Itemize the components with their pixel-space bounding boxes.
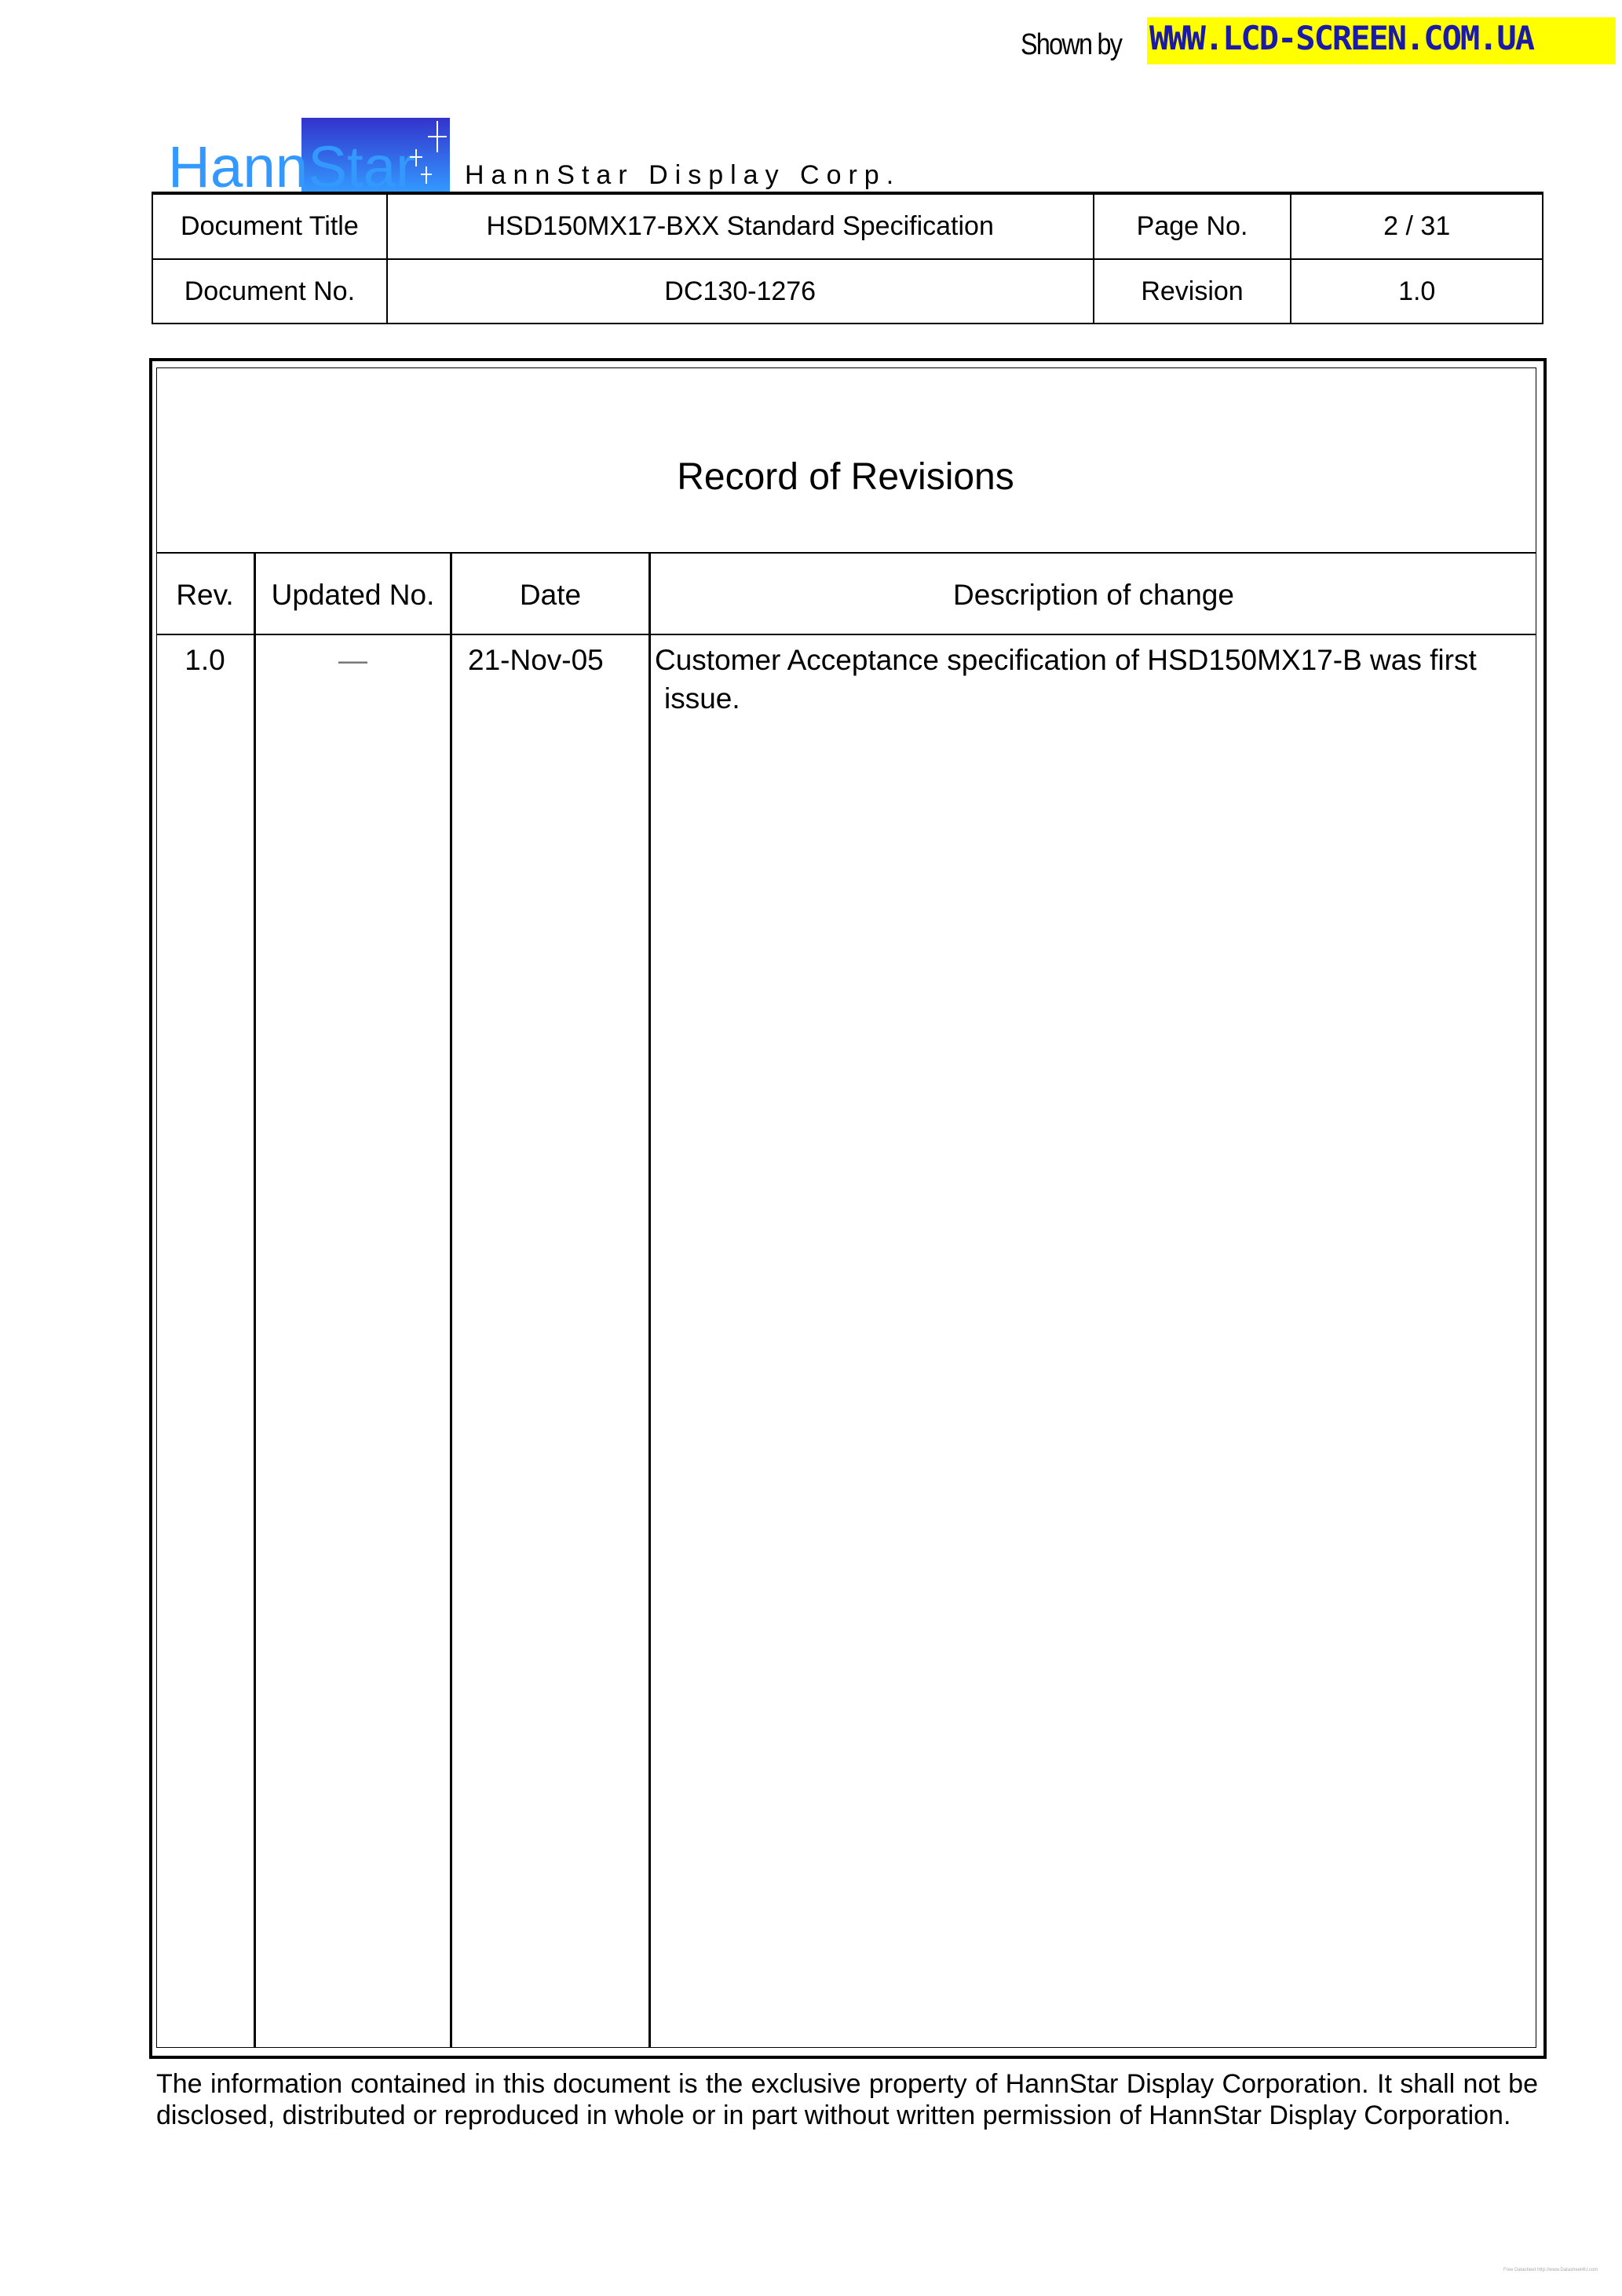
row-date: 21-Nov-05 (468, 644, 604, 676)
confidentiality-notice: The information contained in this document is the exclusive property of HannStar Display Corporation. It shall not be disclosed, distributed or reproduced in whole or in part without written permission of HannStar Display Corporation. (156, 2069, 1538, 2130)
document-title-label: Document Title (152, 193, 387, 259)
column-header-description: Description of change (953, 579, 1234, 611)
row-description: Customer Acceptance specification of HSD150MX17-B was first (655, 644, 1477, 676)
watermark-prefix: Shown by (1021, 28, 1122, 61)
revisions-title: Record of Revisions (677, 456, 1014, 498)
revisions-inner-frame (156, 367, 1536, 2048)
column-header-rev: Rev. (176, 579, 234, 611)
column-divider (254, 553, 256, 2048)
company-name: HannStar Display Corp. (465, 160, 901, 190)
divider (156, 634, 1536, 635)
revision: 1.0 (1291, 259, 1543, 324)
revision-label: Revision (1094, 259, 1291, 324)
document-no-label: Document No. (152, 259, 387, 324)
page-no: 2 / 31 (1291, 193, 1543, 259)
row-rev: 1.0 (184, 644, 225, 676)
svg-text:HannStar: HannStar (168, 134, 415, 192)
document-header-table (152, 192, 1543, 324)
datasheet-note: Free Datasheet http://www.Datasheet4U.com (1503, 2268, 1598, 2272)
watermark-url[interactable]: WWW.LCD-SCREEN.COM.UA (1149, 19, 1534, 57)
column-divider (648, 553, 651, 2048)
row-description-continued: issue. (664, 682, 740, 715)
divider (156, 552, 1536, 554)
row-updated-no: — (338, 644, 367, 676)
column-header-date: Date (519, 579, 582, 611)
hannstar-logo (166, 118, 450, 192)
document-title: HSD150MX17-BXX Standard Specification (387, 193, 1094, 259)
column-header-updated-no: Updated No. (271, 579, 435, 611)
document-no: DC130-1276 (387, 259, 1094, 324)
column-divider (450, 553, 452, 2048)
page-no-label: Page No. (1094, 193, 1291, 259)
